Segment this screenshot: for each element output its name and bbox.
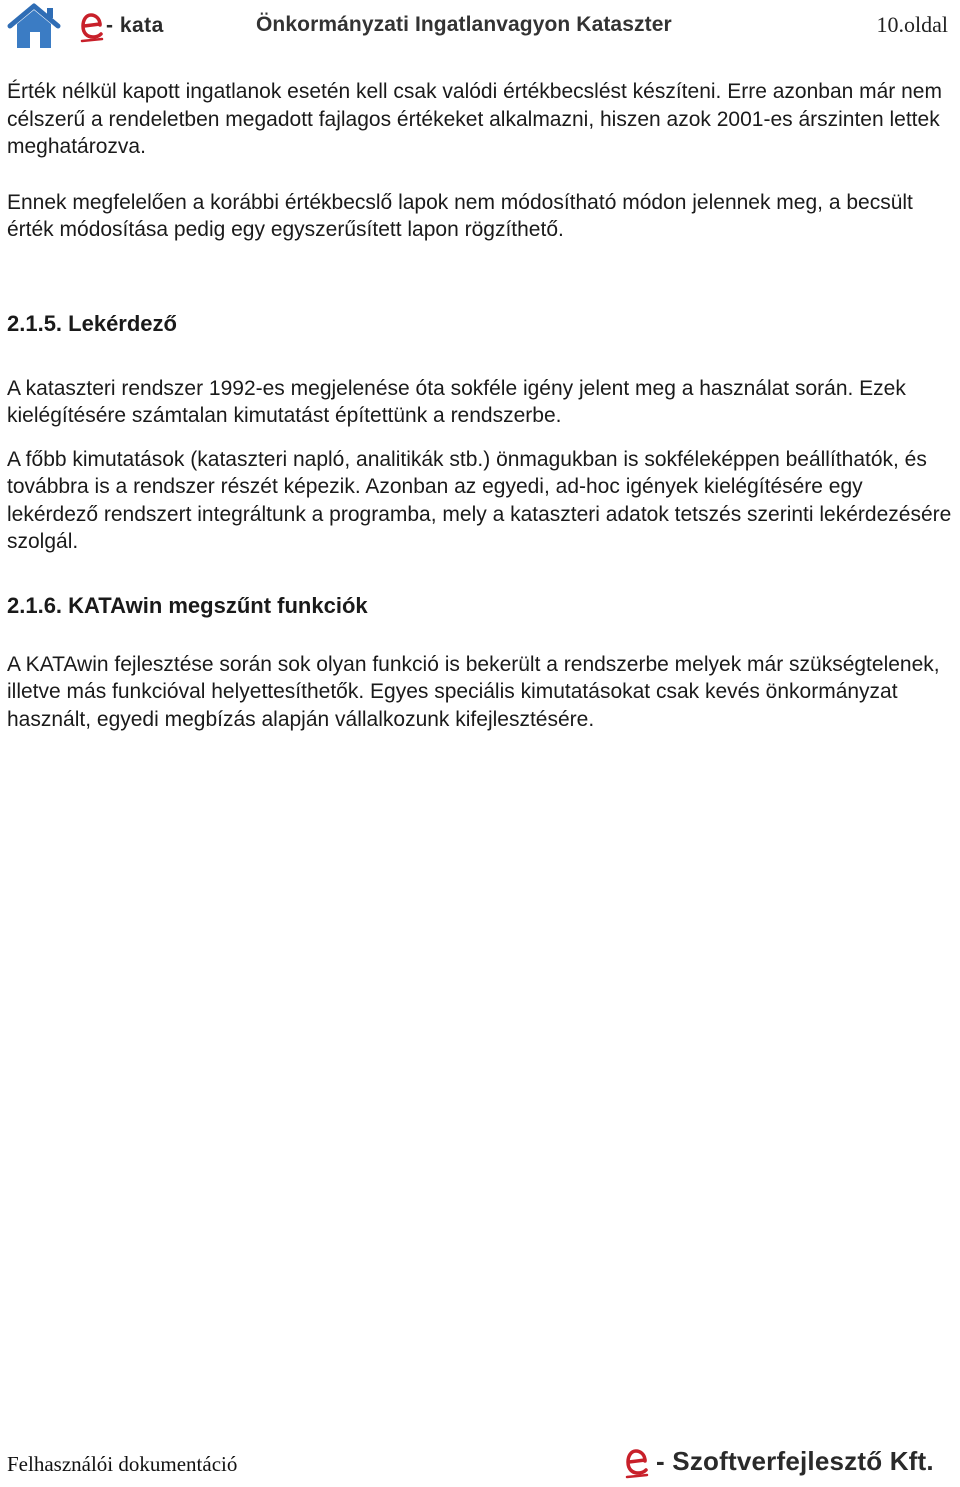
house-icon <box>6 2 62 50</box>
footer-company-name: - Szoftverfejlesztő Kft. <box>656 1446 934 1476</box>
page-number: 10.oldal <box>876 12 948 37</box>
paragraph: Ennek megfelelően a korábbi értékbecslő lapok nem módosítható módon jelennek meg, a becsült érték módosítása pedig egy egyszerűsített lapon rögzíthető. <box>7 190 913 241</box>
e-logo-icon <box>625 1446 651 1480</box>
page-header <box>0 0 960 56</box>
document-body <box>7 78 953 733</box>
paragraph: A főbb kimutatások (kataszteri napló, analitikák stb.) önmagukban is sokféleképpen beállíthatók, és továbbra is a rendszer részét képezik. Azonban az egyedi, ad-hoc igények kielégítésére egy lekérdező rendszert integráltunk a programba, mely a kataszteri adatok tetszés szerinti lekérdezésére szolgál. <box>7 447 952 553</box>
paragraph: A KATAwin fejlesztése során sok olyan funkció is bekerült a rendszerbe melyek már szükségtelenek, illetve más funkcióval helyettesíthetők. Egyes speciális kimutatásokat csak kevés önkormányzat használt, egyedi megbízás alapján vállalkozunk kifejlesztésére. <box>7 652 940 731</box>
section-heading: 2.1.5. Lekérdező <box>7 310 177 336</box>
section-heading: 2.1.6. KATAwin megszűnt funkciók <box>7 592 368 618</box>
footer-doc-label: Felhasználói dokumentáció <box>7 1452 238 1476</box>
paragraph: A kataszteri rendszer 1992-es megjelenése óta sokféle igény jelent meg a használat során. Ezek kielégítésére számtalan kimutatást építettünk a rendszerbe. <box>7 376 906 427</box>
paragraph: Érték nélkül kapott ingatlanok esetén kell csak valódi értékbecslést készíteni. Erre azonban már nem célszerű a rendeletben megadott fajlagos értékeket alkalmazni, hiszen azok 2001-es árszinten lettek meghatározva. <box>7 80 942 158</box>
page-header-title: Önkormányzati Ingatlanvagyon Kataszter <box>256 13 672 36</box>
logo-text: - kata <box>106 14 164 37</box>
e-logo-icon <box>80 10 106 44</box>
